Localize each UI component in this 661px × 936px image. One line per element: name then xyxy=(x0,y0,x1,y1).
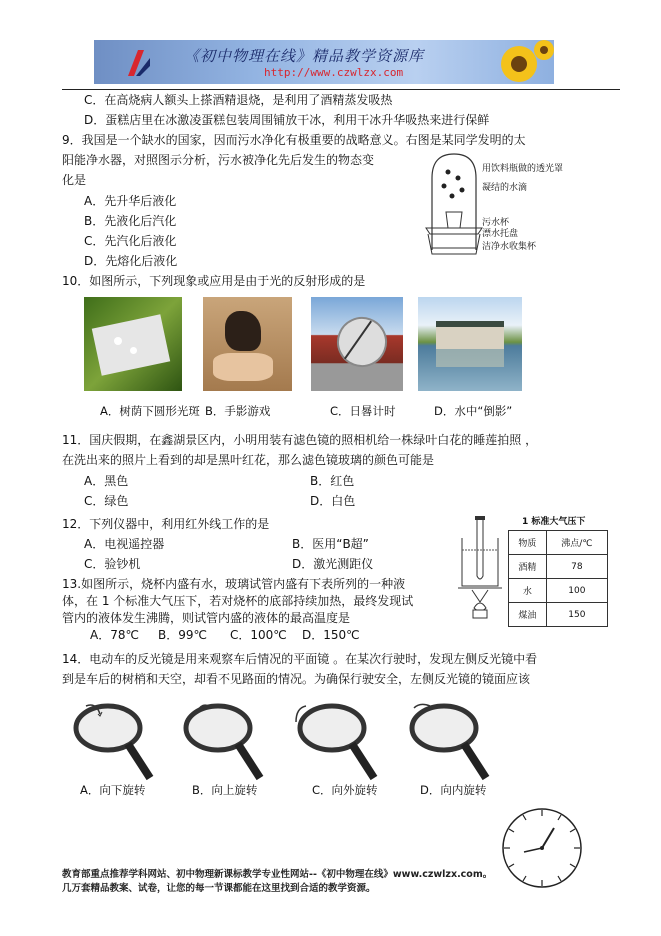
table-cell: 水 xyxy=(509,579,547,603)
figure-label-dirty-cup: 污水杯 xyxy=(482,218,510,228)
q13-option-c: C．100℃ xyxy=(230,628,287,642)
figure-label-drops: 凝结的水滴 xyxy=(482,183,528,193)
q14-text-2: 到是车后的树梢和天空，却看不见路面的情况。为确保行驶安全，左侧反光镜的镜面应该 xyxy=(62,672,531,686)
table-cell: 酒精 xyxy=(509,555,547,579)
figure-label-tray: 漂水托盘 xyxy=(482,229,519,239)
q11-option-b: B．红色 xyxy=(310,474,355,488)
q10-caption-d: D．水中“倒影” xyxy=(434,404,513,418)
q14-caption-c: C．向外旋转 xyxy=(312,783,378,797)
q10-caption-a: A．树荫下圆形光斑 xyxy=(100,404,200,418)
q9-text-2: 阳能净水器，对照图示分析，污水被净化先后发生的物态变 xyxy=(62,153,375,167)
mirror-c-figure xyxy=(292,700,384,782)
table-cell: 煤油 xyxy=(509,603,547,627)
figure-label-clean-cup: 洁净水收集杯 xyxy=(482,242,537,252)
table-cell: 150 xyxy=(546,603,607,627)
mirror-b-figure xyxy=(178,700,270,782)
mirror-a-figure xyxy=(68,700,160,782)
q13-text-3: 管内的液体发生沸腾，则试管内盛的液体的最高温度是 xyxy=(62,611,351,625)
q14-text-1: 14．电动车的反光镜是用来观察车后情况的平面镜 。在某次行驶时，发现左侧反光镜中看 xyxy=(62,652,538,666)
table-header-substance: 物质 xyxy=(509,531,547,555)
photo-tree-shade xyxy=(84,297,182,391)
table-cell: 100 xyxy=(546,579,607,603)
q12-option-a: A．电视遥控器 xyxy=(84,537,165,551)
q11-text-2: 在洗出来的照片上看到的却是黑叶红花，那么滤色镜玻璃的颜色可能是 xyxy=(62,453,435,467)
q11-option-d: D．白色 xyxy=(310,494,356,508)
q14-caption-b: B．向上旋转 xyxy=(192,783,258,797)
photo-sundial xyxy=(311,297,403,391)
q9-option-d: D．先熔化后液化 xyxy=(84,254,178,268)
q13-option-a: A．78℃ xyxy=(90,628,139,642)
q10-caption-c: C．日晷计时 xyxy=(330,404,396,418)
q14-caption-d: D．向内旋转 xyxy=(420,783,487,797)
q9-option-c: C．先汽化后液化 xyxy=(84,234,177,248)
q13-option-b: B．99℃ xyxy=(158,628,207,642)
q9-text-1: 9．我国是一个缺水的国家，因而污水净化有极重要的战略意义。右图是某同学发明的太 xyxy=(62,133,526,147)
water-purifier-figure xyxy=(418,150,488,270)
header-banner xyxy=(94,40,554,84)
logo-icon xyxy=(124,46,154,80)
q14-caption-a: A．向下旋转 xyxy=(80,783,146,797)
q12-option-d: D．激光测距仪 xyxy=(292,557,374,571)
boiling-point-table xyxy=(508,530,608,627)
q11-text-1: 11．国庆假期，在鑫湖景区内，小明用装有滤色镜的照相机给一株绿叶白花的睡莲拍照 ， xyxy=(62,433,538,447)
q12-option-c: C．验钞机 xyxy=(84,557,141,571)
footer-line-2: 几万套精品教案、试卷，让您的每一节课都能在这里找到合适的教学资源。 xyxy=(62,883,376,894)
q13-text-1: 13.如图所示，烧杯内盛有水，玻璃试管内盛有下表所列的一种液 xyxy=(62,577,406,591)
q9-option-a: A．先升华后液化 xyxy=(84,194,177,208)
q11-option-c: C．绿色 xyxy=(84,494,129,508)
table-header-boiling: 沸点/℃ xyxy=(546,531,607,555)
q13-option-d: D．150℃ xyxy=(302,628,360,642)
photo-reflection xyxy=(418,297,522,391)
footer-line-1: 教育部重点推荐学科网站、初中物理新课标教学专业性网站--《初中物理在线》www.czwlzx.com。 xyxy=(62,869,493,880)
q8-option-d: D．蛋糕店里在冰激凌蛋糕包装周围铺放干冰，利用干冰升华吸热来进行保鲜 xyxy=(84,113,490,127)
q10-caption-b: B．手影游戏 xyxy=(205,404,271,418)
q9-option-b: B．先液化后汽化 xyxy=(84,214,177,228)
photo-hand-shadow xyxy=(203,297,292,391)
q9-text-3: 化是 xyxy=(62,173,87,187)
q8-option-c: C．在高烧病人额头上搽酒精退烧，是利用了酒精蒸发吸热 xyxy=(84,93,393,107)
banner-url[interactable]: http://www.czwlzx.com xyxy=(264,66,404,79)
sunflower-icon xyxy=(489,40,554,84)
banner-title: 《初中物理在线》精品教学资源库 xyxy=(184,47,425,65)
q11-option-a: A．黑色 xyxy=(84,474,129,488)
table-title: 1 标准大气压下 xyxy=(522,517,586,527)
q12-option-b: B．医用“B超” xyxy=(292,537,369,551)
mirror-d-figure xyxy=(404,700,496,782)
q12-text: 12．下列仪器中，利用红外线工作的是 xyxy=(62,517,270,531)
q13-text-2: 体，在 1 个标准大气压下，若对烧杯的底部持续加热，最终发现试 xyxy=(62,594,414,608)
clock-icon xyxy=(500,806,584,890)
q10-text: 10．如图所示，下列现象或应用是由于光的反射形成的是 xyxy=(62,274,366,288)
figure-label-dome: 用饮料瓶做的透光罩 xyxy=(482,164,564,174)
table-cell: 78 xyxy=(546,555,607,579)
beaker-figure xyxy=(456,512,512,622)
header-rule xyxy=(62,89,620,90)
